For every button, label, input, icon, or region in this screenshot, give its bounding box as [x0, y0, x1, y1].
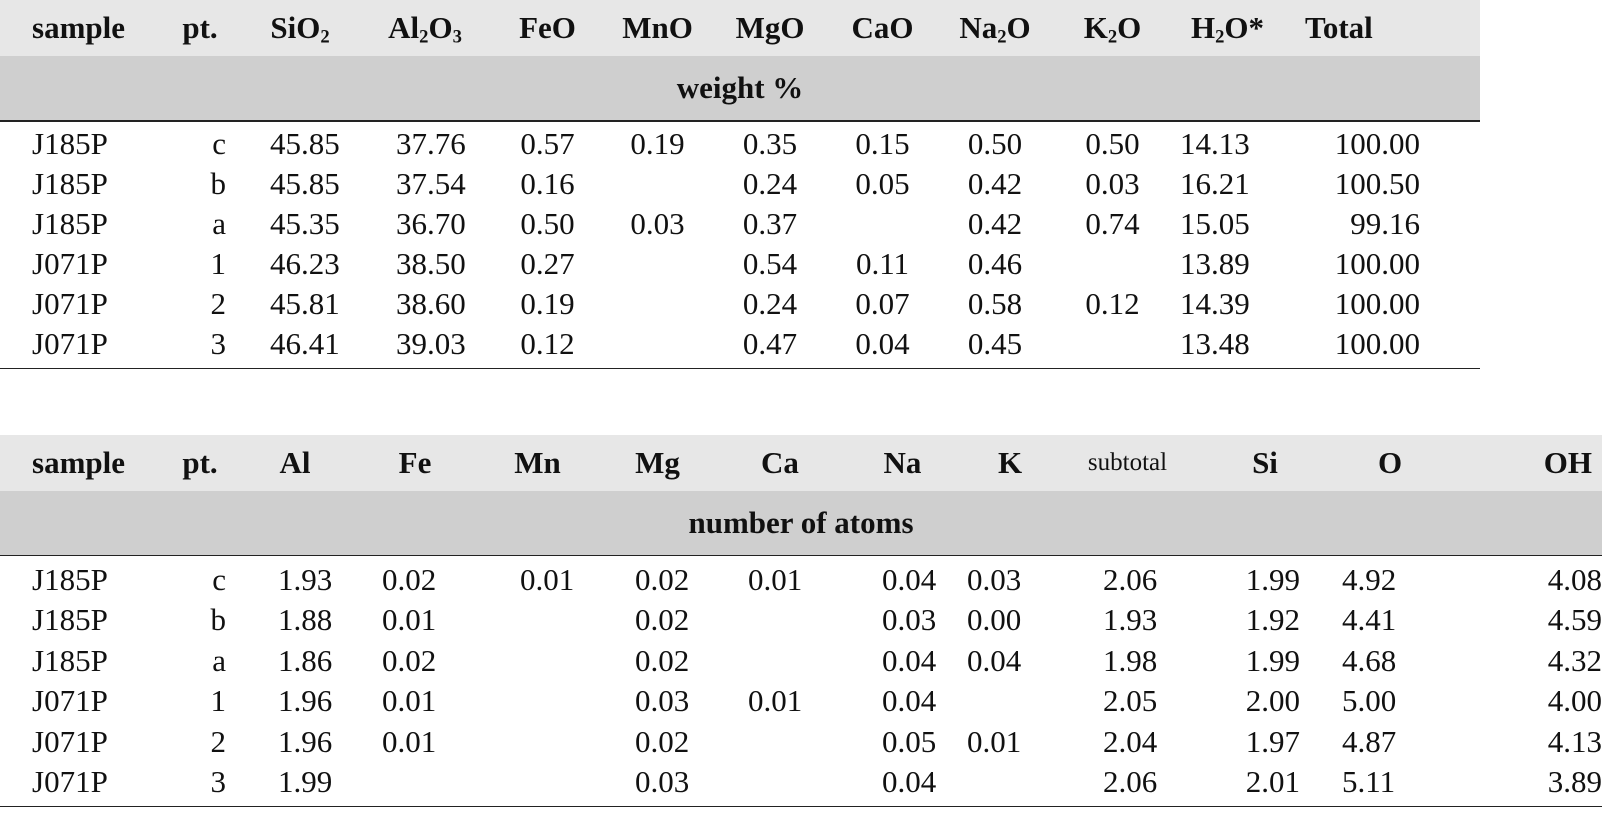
- col-header-subtotal: subtotal: [1055, 435, 1200, 491]
- cell-feo: 0.50: [520, 206, 575, 241]
- cell-o: 4.68: [1342, 642, 1397, 678]
- cell-oh: 4.08: [1547, 561, 1602, 597]
- cell-mgo: 0.24: [742, 286, 798, 321]
- cell-al2o3: 37.54: [396, 166, 466, 201]
- cell-mn: 0.01: [520, 561, 575, 597]
- cell-k: 0.01: [967, 723, 1022, 759]
- cell-ca: [720, 722, 840, 763]
- cell-pt: 2: [210, 286, 226, 321]
- col-header-mn: Mn: [480, 435, 595, 491]
- cell-subtotal: 1.98: [1103, 642, 1158, 678]
- cell-mno: [605, 244, 710, 284]
- cell-k: [965, 762, 1055, 807]
- col-header-al: Al: [240, 435, 350, 491]
- col-header-na: Na: [840, 435, 965, 491]
- cell-ca: [720, 600, 840, 641]
- cell-k: 0.03: [967, 561, 1022, 597]
- cell-si: 2.01: [1200, 762, 1330, 807]
- col-header-mg: Mg: [595, 435, 720, 491]
- cell-mgo: 0.24: [742, 166, 798, 201]
- col-header-si: Si: [1200, 435, 1330, 491]
- cell-total: 99.16: [1350, 206, 1420, 241]
- cell-fe: [350, 762, 480, 807]
- cell-h2o: 14.13: [1180, 126, 1250, 161]
- cell-h2o: 16.21: [1180, 166, 1250, 201]
- cell-mn: [480, 762, 595, 807]
- cell-pt: 1: [210, 683, 226, 718]
- cell-oh: 4.32: [1547, 642, 1602, 678]
- cell-sample: J185P: [32, 206, 108, 241]
- col-header-al2o3: $Al_2O_3$: [360, 0, 490, 56]
- cell-k: 0.00: [967, 602, 1022, 637]
- table1-unit-row: [0, 56, 1480, 121]
- table-row: [0, 556, 1602, 601]
- cell-mgo: 0.35: [742, 126, 798, 161]
- cell-mno: [605, 324, 710, 369]
- cell-cao: 0.07: [855, 286, 910, 321]
- cell-k: [965, 681, 1055, 722]
- cell-ca: 0.01: [748, 683, 803, 718]
- cell-feo: 0.19: [520, 286, 575, 321]
- table-row: [0, 600, 1602, 641]
- weight-percent-table: [0, 0, 1480, 369]
- cell-fe: 0.02: [382, 642, 437, 678]
- cell-pt: 3: [160, 324, 240, 369]
- col-header-ca: Ca: [720, 435, 840, 491]
- col-header-k2o: $K_2O$: [1055, 0, 1170, 56]
- cell-feo: 0.16: [520, 166, 575, 201]
- cell-si: 1.92: [1245, 602, 1300, 637]
- cell-pt: c: [212, 126, 226, 161]
- cell-sio2: 45.85: [270, 126, 340, 161]
- cell-mn: [480, 641, 595, 682]
- table-row: [0, 762, 1602, 807]
- cell-na2o: 0.58: [967, 286, 1023, 321]
- cell-oh: 3.89: [1450, 762, 1602, 807]
- cell-al2o3: 38.60: [396, 286, 466, 321]
- cell-fe: 0.01: [382, 723, 437, 759]
- cell-total: 100.00: [1334, 246, 1420, 281]
- cell-h2o: 13.48: [1170, 324, 1285, 369]
- cell-cao: 0.11: [855, 246, 910, 281]
- cell-sio2: 45.85: [270, 166, 340, 201]
- cell-oh: 4.13: [1547, 723, 1602, 759]
- cell-o: 4.87: [1342, 723, 1397, 759]
- cell-pt: 1: [210, 246, 226, 281]
- cell-pt: 2: [210, 723, 226, 759]
- cell-k: 0.04: [967, 642, 1022, 678]
- cell-sio2: 45.35: [270, 206, 340, 241]
- table-row: [0, 681, 1602, 722]
- cell-na2o: 0.45: [935, 324, 1055, 369]
- col-header-oh: OH: [1450, 435, 1602, 491]
- cell-na2o: 0.42: [967, 206, 1023, 241]
- cell-al: 1.96: [278, 683, 333, 718]
- col-header-fe: Fe: [350, 435, 480, 491]
- cell-mgo: 0.47: [710, 324, 830, 369]
- table-row: [0, 284, 1480, 324]
- cell-na: 0.04: [882, 561, 937, 597]
- cell-feo: 0.57: [520, 126, 575, 161]
- cell-o: 4.41: [1342, 602, 1397, 637]
- table-row: [0, 324, 1480, 369]
- cell-na: 0.03: [882, 602, 937, 637]
- cell-mno: [605, 284, 710, 324]
- cell-cao: 0.04: [830, 324, 935, 369]
- unit-label-weight-percent: weight %: [0, 56, 1480, 121]
- cell-k2o: [1055, 244, 1170, 284]
- unit-label-number-of-atoms: number of atoms: [0, 491, 1602, 556]
- cell-sample: J185P: [32, 602, 108, 637]
- cell-mgo: 0.37: [742, 206, 798, 241]
- col-header-h2o: $H_2O*$: [1170, 0, 1285, 56]
- table2-header-row: [0, 435, 1602, 491]
- cell-mg: 0.02: [635, 642, 690, 678]
- cell-subtotal: 2.04: [1103, 723, 1158, 759]
- col-header-na2o: $Na_2O$: [935, 0, 1055, 56]
- cell-sample: J071P: [0, 762, 160, 807]
- cell-subtotal: 2.06: [1055, 762, 1200, 807]
- cell-al2o3: 39.03: [360, 324, 490, 369]
- cell-na: 0.04: [840, 762, 965, 807]
- cell-sample: J071P: [0, 324, 160, 369]
- col-header-feo: FeO: [490, 0, 605, 56]
- table-row: [0, 121, 1480, 164]
- cell-sample: J071P: [32, 723, 108, 759]
- col-header-pt: pt.: [160, 0, 240, 56]
- cell-subtotal: 1.93: [1103, 602, 1158, 637]
- cell-mn: [480, 722, 595, 763]
- cell-mn: [480, 600, 595, 641]
- cell-al2o3: 36.70: [396, 206, 466, 241]
- cell-k2o: 0.03: [1085, 166, 1140, 201]
- cell-ca: [720, 762, 840, 807]
- cell-k2o: 0.50: [1085, 126, 1140, 161]
- cell-subtotal: 2.05: [1103, 683, 1158, 718]
- cell-sio2: 45.81: [270, 286, 340, 321]
- cell-oh: 4.00: [1547, 683, 1602, 718]
- cell-sample: J185P: [32, 126, 108, 161]
- cell-mg: 0.03: [595, 762, 720, 807]
- table-row: [0, 722, 1602, 763]
- cell-total: 100.00: [1285, 324, 1480, 369]
- cell-k2o: [1055, 324, 1170, 369]
- cell-sio2: 46.23: [270, 246, 340, 281]
- table1-header-row: [0, 0, 1480, 56]
- cell-na: 0.04: [882, 683, 937, 718]
- cell-sample: J071P: [32, 246, 108, 281]
- cell-pt: c: [212, 561, 226, 597]
- cell-ca: [720, 641, 840, 682]
- cell-feo: 0.12: [490, 324, 605, 369]
- cell-o: 5.00: [1342, 683, 1397, 718]
- cell-sample: J185P: [32, 561, 108, 597]
- table-row: [0, 244, 1480, 284]
- table2-unit-row: [0, 491, 1602, 556]
- cell-cao: [830, 204, 935, 244]
- cell-mg: 0.02: [635, 602, 690, 637]
- cell-al: 1.96: [278, 723, 333, 759]
- cell-si: 1.97: [1245, 723, 1300, 759]
- col-header-total: Total: [1285, 0, 1480, 56]
- cell-mg: 0.02: [635, 561, 690, 597]
- cell-fe: 0.01: [382, 683, 437, 718]
- cell-mg: 0.03: [635, 683, 690, 718]
- cell-na: 0.04: [882, 642, 937, 678]
- cell-oh: 4.59: [1547, 602, 1602, 637]
- cell-sample: J071P: [32, 683, 108, 718]
- cell-al2o3: 37.76: [396, 126, 466, 161]
- cell-al: 1.86: [278, 642, 333, 678]
- cell-si: 1.99: [1245, 561, 1300, 597]
- cell-fe: 0.01: [382, 602, 437, 637]
- cell-pt: a: [212, 206, 226, 241]
- cell-o: 4.92: [1342, 561, 1397, 597]
- cell-feo: 0.27: [520, 246, 575, 281]
- col-header-mgo: MgO: [710, 0, 830, 56]
- col-header-pt: pt.: [160, 435, 240, 491]
- cell-pt: b: [210, 602, 226, 637]
- cell-ca: 0.01: [748, 561, 803, 597]
- cell-mgo: 0.54: [742, 246, 798, 281]
- cell-pt: a: [212, 642, 226, 678]
- cell-sample: J071P: [32, 286, 108, 321]
- cell-h2o: 13.89: [1180, 246, 1250, 281]
- cell-mg: 0.02: [635, 723, 690, 759]
- cell-total: 100.00: [1334, 286, 1420, 321]
- cell-sample: J185P: [32, 166, 108, 201]
- cell-mno: 0.03: [630, 206, 685, 241]
- cell-total: 100.50: [1334, 166, 1420, 201]
- cell-fe: 0.02: [382, 561, 437, 597]
- cell-mno: 0.19: [630, 126, 685, 161]
- cell-na2o: 0.50: [967, 126, 1023, 161]
- cell-cao: 0.15: [855, 126, 910, 161]
- cell-h2o: 14.39: [1180, 286, 1250, 321]
- col-header-sample: sample: [0, 435, 160, 491]
- cell-sio2: 46.41: [240, 324, 360, 369]
- cell-al2o3: 38.50: [396, 246, 466, 281]
- col-header-sio2: SiO$_2$: [240, 0, 360, 56]
- cell-si: 1.99: [1245, 642, 1300, 678]
- cell-subtotal: 2.06: [1103, 561, 1158, 597]
- table-row: [0, 164, 1480, 204]
- cell-pt: 3: [160, 762, 240, 807]
- cell-pt: b: [210, 166, 226, 201]
- cell-cao: 0.05: [855, 166, 910, 201]
- cell-al: 1.99: [240, 762, 350, 807]
- cell-sample: J185P: [32, 642, 108, 678]
- number-of-atoms-table: [0, 435, 1602, 807]
- col-header-o: O: [1330, 435, 1450, 491]
- cell-al: 1.93: [278, 561, 333, 597]
- col-header-mno: MnO: [605, 0, 710, 56]
- table-row: [0, 204, 1480, 244]
- cell-h2o: 15.05: [1180, 206, 1250, 241]
- cell-na2o: 0.42: [967, 166, 1023, 201]
- col-header-k: K: [965, 435, 1055, 491]
- cell-k2o: 0.12: [1085, 286, 1140, 321]
- cell-mno: [605, 164, 710, 204]
- cell-o: 5.11: [1330, 762, 1450, 807]
- cell-al: 1.88: [278, 602, 333, 637]
- col-header-cao: CaO: [830, 0, 935, 56]
- cell-k2o: 0.74: [1085, 206, 1140, 241]
- cell-na2o: 0.46: [967, 246, 1023, 281]
- cell-mn: [480, 681, 595, 722]
- table-row: [0, 641, 1602, 682]
- cell-si: 2.00: [1245, 683, 1300, 718]
- col-header-sample: sample: [0, 0, 160, 56]
- cell-total: 100.00: [1334, 126, 1420, 161]
- cell-na: 0.05: [882, 723, 937, 759]
